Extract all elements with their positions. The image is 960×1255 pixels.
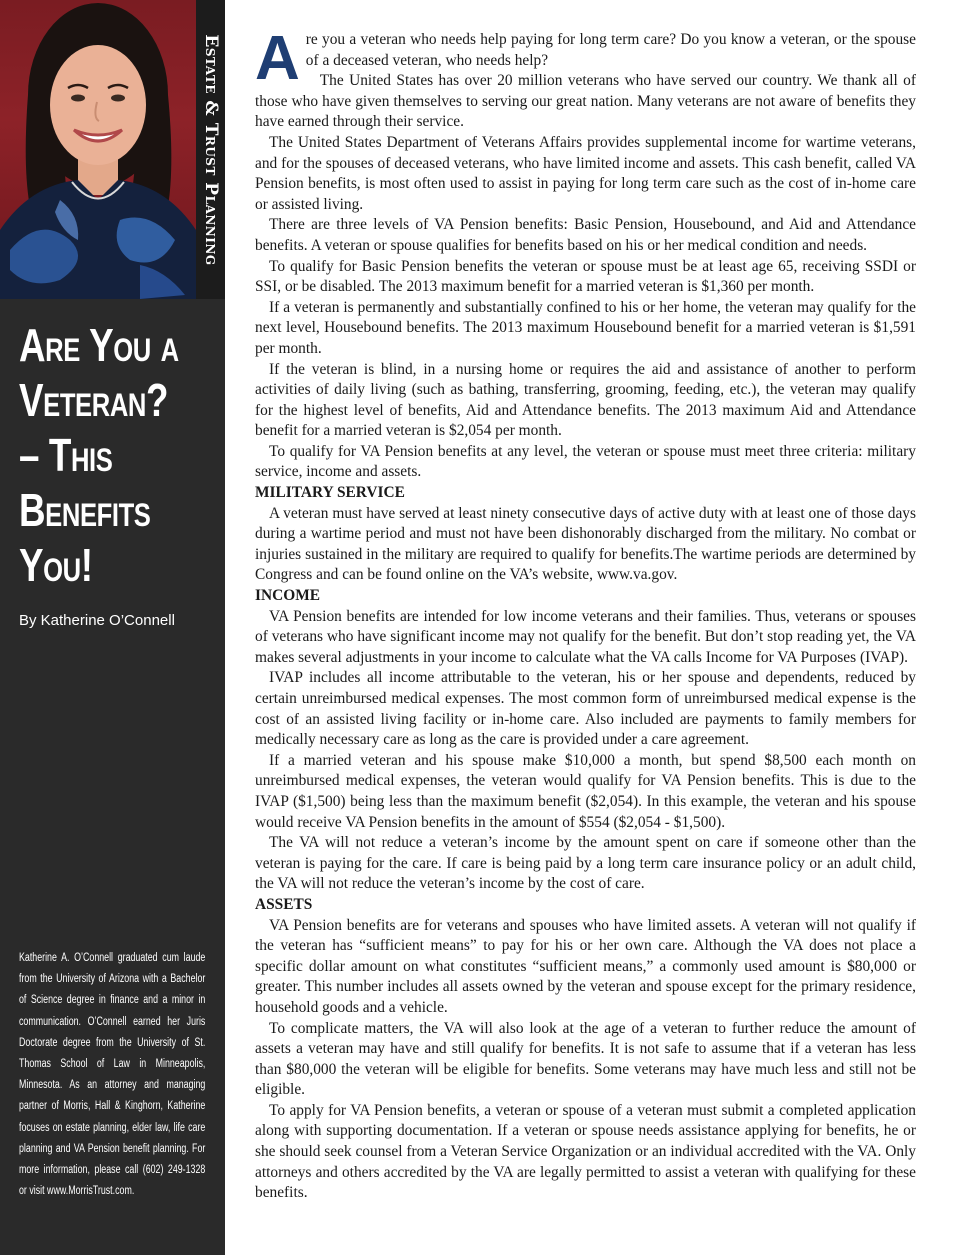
- author-portrait-image: [0, 0, 196, 299]
- section-label: Estate & Trust Planning: [201, 34, 221, 266]
- headline-line: You!: [19, 539, 93, 591]
- article-headline: [19, 318, 179, 593]
- article-paragraph: To apply for VA Pension benefits, a veteran or spouse of a veteran must submit a completed application along with supporting documentation. If a veteran or spouse needs assistance applying for benefits, he or she should seek counsel from a Veteran Service Organization or an individual accredited with the VA. Only attorneys and others accredited by the VA are legally permitted to assist a veteran with qualifying for these benefits.: [255, 1101, 916, 1202]
- section-heading-assets: ASSETS: [255, 895, 313, 913]
- section-heading-income: INCOME: [255, 587, 320, 605]
- article-paragraph: The VA will not reduce a veteran’s income by the amount spent on care if someone other than the veteran is paying for the care. If care is being paid by a long term care insurance policy or an adult child, the VA will not reduce the veteran’s income by the cost of care.: [255, 834, 916, 893]
- headline-line: Benefits: [19, 484, 151, 536]
- article-paragraph: If a married veteran and his spouse make $10,000 a month, but spend $8,500 each month on unreimbursed medical expenses, the veteran would qualify for VA Pension benefits. This is due to the IVAP ($1,500) being less than the maximum benefit ($2,054). In this example, the veteran and his spouse would receive VA Pension benefits in the amount of $554 ($2,054 - $1,500).: [255, 751, 916, 831]
- headline-line: Veteran?: [19, 374, 169, 426]
- author-photo: [0, 0, 196, 299]
- article-paragraph: [255, 24, 916, 93]
- article-paragraph: If the veteran is blind, in a nursing home or requires the aid and assistance of another to perform activities of daily living (such as bathing, transferring, grooming, feeding, etc.), the veteran may qualify for the highest level of benefits, Aid and Attendance benefits. The 2013 maximum Aid and Attendance benefit for a married veteran is $2,054 per month.: [255, 360, 916, 440]
- article-paragraph: IVAP includes all income attributable to the veteran, his or her spouse and dependents, reduced by certain unreimbursed medical expenses. The most common form of unreimbursed medical expense is the cost of an assisted living facility or in-home care. Also included are payments to family members for medically necessary care as long as the care is provided under a care agreement.: [255, 669, 916, 749]
- drop-cap: A: [255, 24, 300, 93]
- section-heading-military: MILITARY SERVICE: [255, 484, 405, 502]
- article-paragraph: A veteran must have served at least ninety consecutive days of active duty with at least one of those days during a wartime period and must not have been dishonorably discharged from the military. No combat or injuries sustained in the military are required to qualify for benefits.The wartime periods are determined by Congress and can be found online on the VA’s website, www.va.gov.: [255, 504, 916, 584]
- paragraph-text: re you a veteran who needs help paying for long term care? Do you know a veteran, or the spouse of a deceased veteran, who needs help?: [305, 31, 916, 69]
- article-paragraph: VA Pension benefits are for veterans and spouses who have limited assets. A veteran will not qualify if the veteran has “sufficient means” to pay for his or her own care. Although the VA does not place a specific dollar amount on what constitutes “sufficient means,” a commonly used amount is $80,000 or greater. This number includes all assets owned by the veteran and spouse except for the primary residence, household goods and a vehicle.: [255, 916, 916, 1016]
- sidebar: [0, 0, 225, 1255]
- article-paragraph: VA Pension benefits are intended for low income veterans and their families. Thus, veterans or spouses of veterans who have significant income may not qualify for the benefit. But don’t stop reading yet, the VA makes several adjustments in your income to calculate what the VA calls Income for VA Purposes (IVAP).: [255, 607, 916, 666]
- article-paragraph: To complicate matters, the VA will also look at the age of a veteran to further reduce the amount of assets a veteran may have and still qualify for benefits. It is not safe to assume that if a veteran has less than $80,000 the veteran will be eligible for benefits. Some veterans may have much less and still not be eligible.: [255, 1019, 916, 1099]
- article-paragraph: There are three levels of VA Pension benefits: Basic Pension, Housebound, and Aid and Attendance benefits. A veteran or spouse qualifies for benefits based on his or her medical condition and needs.: [255, 216, 916, 254]
- author-bio: Katherine A. O’Connell graduated cum laude from the University of Arizona with a Bachelor of Science degree in finance and a minor in communication. O’Connell earned her Juris Doctorate degree from the University of St. Thomas School of Law in Minneapolis, Minnesota. As an attorney and managing partner of Morris, Hall & Kinghorn, Katherine focuses on estate planning, elder law, life care planning and VA Pension benefit planning. For more information, please call (602) 249-1328 or visit www.MorrisTrust.com.: [19, 952, 206, 1198]
- article-paragraph: To qualify for Basic Pension benefits the veteran or spouse must be at least age 65, receiving SSDI or SSI, or be disabled. The 2013 maximum benefit for a married veteran is $1,360 per month.: [255, 257, 916, 296]
- headline-line: Are You a: [19, 319, 179, 371]
- headline-line: – This: [19, 429, 113, 481]
- article-paragraph: To qualify for VA Pension benefits at any level, the veteran or spouse must meet three criteria: military service, income and assets.: [255, 442, 916, 481]
- article-body: [255, 24, 916, 1204]
- article-paragraph: The United States has over 20 million veterans who have served our country. We thank all of those who have given themselves to serving our great nation. Many veterans are not aware of benefits they have earned through their service.: [255, 72, 916, 131]
- article-paragraph: The United States Department of Veterans Affairs provides supplemental income for wartime veterans, and for the spouses of deceased veterans, who have limited income and assets. This cash benefit, called VA Pension benefits, is most often used to assist in paying for long term care such as the cost of in-home care or assisted living.: [255, 133, 916, 213]
- byline: By Katherine O’Connell: [19, 612, 175, 629]
- article-paragraph: If a veteran is permanently and substantially confined to his or her home, the veteran may qualify for the next level, Housebound benefits. The 2013 maximum Housebound benefit for a married veteran is $1,591 per month.: [255, 298, 916, 357]
